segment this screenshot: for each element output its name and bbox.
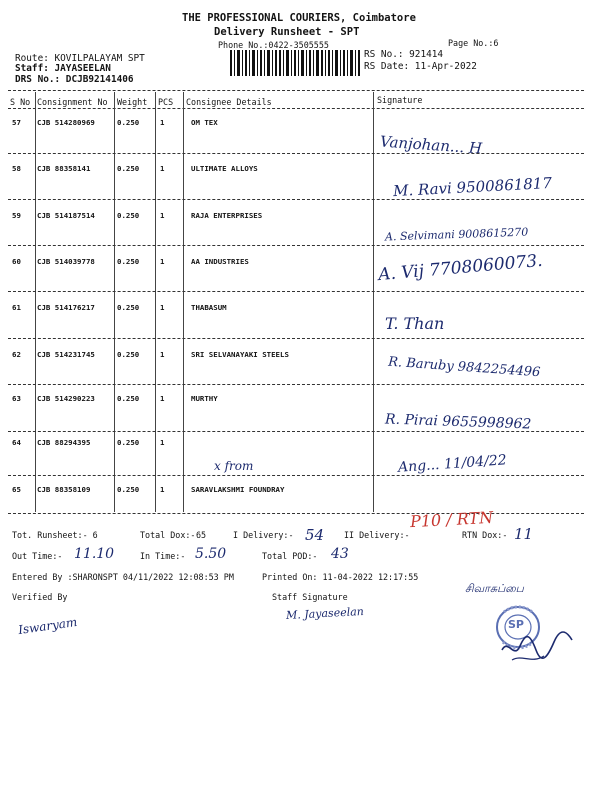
row-pcs: 1 (160, 118, 165, 127)
total-dox-label: Total Dox:- (140, 530, 196, 540)
printed-on: Printed On: 11-04-2022 12:17:55 (262, 572, 419, 582)
row-consignee: AA INDUSTRIES (191, 257, 249, 266)
stamp-name: சிவாசுப்பை (465, 582, 524, 595)
verifier-signature: Iswaryam (17, 614, 79, 638)
ii-delivery-value: P10 / RTN (409, 507, 494, 532)
row-separator (8, 338, 584, 339)
row-consignment: CJB 514187514 (37, 211, 95, 220)
header-bottom-rule (8, 108, 584, 109)
ii-delivery-label: II Delivery:- (344, 530, 410, 540)
in-time-label: In Time:- (140, 551, 186, 561)
row-consignment: CJB 514280969 (37, 118, 95, 127)
row-consignee: ULTIMATE ALLOYS (191, 164, 258, 173)
row-consignment: CJB 514290223 (37, 394, 95, 403)
route: Route: KOVILPALAYAM SPT (15, 53, 145, 64)
row-sno: 59 (12, 211, 21, 220)
row-consignment: CJB 514039778 (37, 257, 95, 266)
staff-signature-label: Staff Signature (272, 592, 348, 602)
row-pcs: 1 (160, 303, 165, 312)
row-consignee: SRI SELVANAYAKI STEELS (191, 350, 289, 359)
row-separator (8, 245, 584, 246)
drs-number: DRS No.: DCJB92141406 (15, 74, 134, 85)
total-dox-value: 65 (196, 530, 207, 540)
table-top-rule (8, 90, 584, 91)
row-sno: 64 (12, 438, 21, 447)
table-bottom-rule (8, 513, 584, 514)
row-sno: 57 (12, 118, 21, 127)
row-weight: 0.250 (117, 350, 140, 359)
row-weight: 0.250 (117, 303, 140, 312)
row-note: x from (214, 459, 254, 473)
verified-by-label: Verified By (12, 592, 68, 602)
row-weight: 0.250 (117, 257, 140, 266)
entered-by: Entered By :SHARONSPT 04/11/2022 12:08:53 PM (12, 572, 234, 582)
col-divider (35, 92, 36, 512)
company-name: THE PROFESSIONAL COURIERS, Coimbatore (182, 12, 416, 24)
row-weight: 0.250 (117, 164, 140, 173)
row-consignee: THABASUM (191, 303, 227, 312)
row-pcs: 1 (160, 485, 165, 494)
row-signature: A. Vij 7708060073. (377, 250, 544, 286)
row-consignee: OM TEX (191, 118, 218, 127)
row-separator (8, 153, 584, 154)
row-pcs: 1 (160, 438, 165, 447)
row-pcs: 1 (160, 164, 165, 173)
col-weight: Weight (117, 97, 148, 107)
staff-signature: M. Jayaseelan (285, 604, 365, 623)
row-consignment: CJB 88358141 (37, 164, 91, 173)
row-sno: 62 (12, 350, 21, 359)
stamp-center: SP (508, 618, 524, 631)
row-signature: R. Baruby 9842254496 (387, 354, 541, 381)
row-signature: A. Selvimani 9008615270 (384, 225, 529, 244)
row-pcs: 1 (160, 394, 165, 403)
row-weight: 0.250 (117, 211, 140, 220)
rtn-dox-label: RTN Dox:- (462, 530, 508, 540)
runsheet-title: Delivery Runsheet - SPT (214, 26, 360, 38)
row-weight: 0.250 (117, 394, 140, 403)
row-sno: 60 (12, 257, 21, 266)
staff: Staff: JAYASEELAN (15, 63, 111, 74)
col-divider (155, 92, 156, 512)
col-pcs: PCS (158, 97, 174, 107)
row-separator (8, 431, 584, 432)
row-weight: 0.250 (117, 485, 140, 494)
row-sno: 63 (12, 394, 21, 403)
i-delivery-label: I Delivery:- (233, 530, 294, 540)
col-divider (114, 92, 115, 512)
col-signature: Signature (377, 95, 423, 105)
total-runsheet: Tot. Runsheet:- 6 (12, 530, 98, 540)
rs-date: RS Date: 11-Apr-2022 (364, 61, 477, 72)
page-number: Page No.:6 (448, 38, 499, 48)
row-pcs: 1 (160, 350, 165, 359)
col-consignee: Consignee Details (186, 97, 272, 107)
total-pod-value: 43 (331, 546, 349, 562)
row-separator (8, 199, 584, 200)
barcode (230, 50, 360, 76)
row-consignee: SARAVLAKSHMI FOUNDRAY (191, 485, 285, 494)
row-consignee: MURTHY (191, 394, 218, 403)
col-divider (183, 92, 184, 512)
row-signature: Ang... 11/04/22 (397, 452, 508, 476)
row-signature: Vanjohan... H (379, 132, 483, 158)
row-pcs: 1 (160, 211, 165, 220)
col-sno: S No (10, 97, 31, 107)
row-separator (8, 291, 584, 292)
in-time-value: 5.50 (195, 546, 227, 562)
row-weight: 0.250 (117, 438, 140, 447)
row-consignment: CJB 88294395 (37, 438, 91, 447)
row-separator (8, 475, 584, 476)
row-pcs: 1 (160, 257, 165, 266)
row-signature: R. Pirai 9655998962 (384, 411, 532, 433)
stamp-signature-scribble (498, 620, 578, 666)
rs-number: RS No.: 921414 (364, 49, 444, 60)
row-consignment: CJB 514231745 (37, 350, 95, 359)
row-separator (8, 384, 584, 385)
row-sno: 61 (12, 303, 21, 312)
row-weight: 0.250 (117, 118, 140, 127)
i-delivery-value: 54 (305, 526, 325, 544)
row-consignee: RAJA ENTERPRISES (191, 211, 263, 220)
out-time-value: 11.10 (74, 546, 115, 562)
total-pod-label: Total POD:- (262, 551, 318, 561)
row-consignment: CJB 514176217 (37, 303, 95, 312)
row-sno: 58 (12, 164, 21, 173)
row-signature: M. Ravi 9500861817 (392, 173, 553, 201)
row-signature: T. Than (385, 314, 445, 333)
col-divider (373, 92, 374, 512)
rtn-dox-value: 11 (514, 525, 534, 543)
col-consignment: Consignment No (37, 97, 108, 107)
row-consignment: CJB 88358109 (37, 485, 91, 494)
out-time-label: Out Time:- (12, 551, 63, 561)
row-sno: 65 (12, 485, 21, 494)
phone-number: Phone No.:0422-3505555 (218, 40, 329, 50)
